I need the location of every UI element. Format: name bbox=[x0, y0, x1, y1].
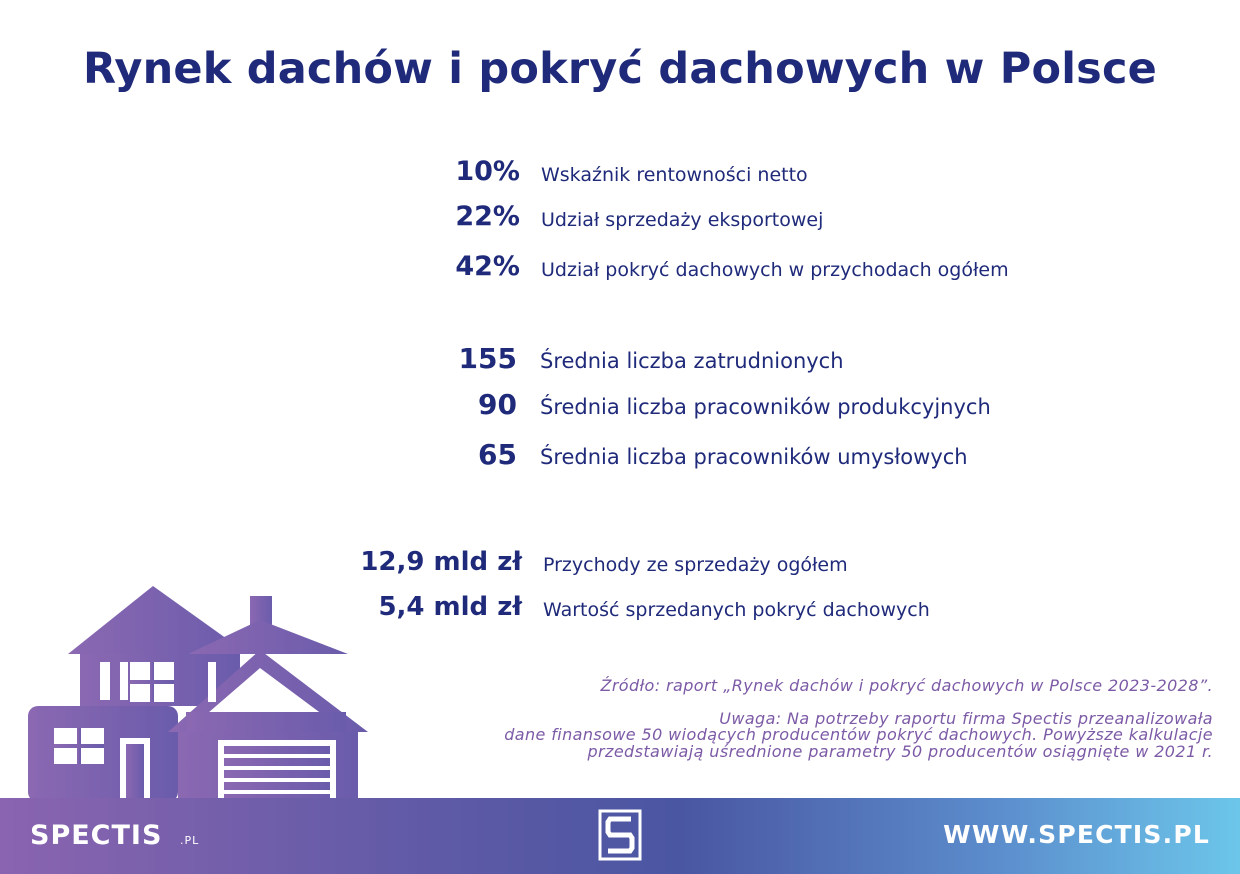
stat-row bbox=[0, 342, 1240, 382]
stat-value: 12,9 mld zł bbox=[360, 547, 522, 577]
methodology-note-line: Uwaga: Na potrzeby raportu firma Spectis przeanalizowała bbox=[719, 709, 1213, 728]
stat-value: 155 bbox=[458, 342, 517, 375]
stat-value: 42% bbox=[455, 251, 520, 282]
stat-row bbox=[0, 438, 1240, 478]
house-illustration bbox=[28, 582, 373, 802]
stat-label: Udział sprzedaży eksportowej bbox=[541, 209, 824, 231]
footer-bar bbox=[0, 798, 1240, 874]
page-title: Rynek dachów i pokryć dachowych w Polsce bbox=[82, 44, 1157, 94]
stat-value: 90 bbox=[478, 388, 517, 421]
stat-value: 5,4 mld zł bbox=[378, 592, 522, 622]
stat-label: Średnia liczba pracowników produkcyjnych bbox=[540, 395, 991, 419]
stat-row bbox=[0, 200, 1240, 240]
stat-row bbox=[0, 545, 1240, 585]
source-note: Źródło: raport „Rynek dachów i pokryć dachowych w Polsce 2023-2028”. bbox=[600, 676, 1213, 695]
stat-value: 10% bbox=[455, 156, 520, 187]
stat-label: Średnia liczba zatrudnionych bbox=[540, 349, 844, 373]
stat-label: Udział pokryć dachowych w przychodach ogółem bbox=[541, 259, 1009, 281]
stat-row bbox=[0, 155, 1240, 195]
website-link[interactable]: WWW.SPECTIS.PL bbox=[943, 820, 1210, 849]
stat-label: Wartość sprzedanych pokryć dachowych bbox=[543, 599, 930, 621]
methodology-note-line: dane finansowe 50 wiodących producentów pokryć dachowych. Powyższe kalkulacje bbox=[504, 725, 1213, 744]
brand-logo-text: SPECTIS bbox=[30, 820, 163, 851]
stat-label: Przychody ze sprzedaży ogółem bbox=[543, 554, 848, 576]
stat-value: 65 bbox=[478, 438, 517, 471]
stat-label: Wskaźnik rentowności netto bbox=[541, 164, 808, 186]
brand-suffix: .PL bbox=[180, 834, 200, 847]
spectis-logo-icon bbox=[597, 808, 643, 862]
stat-row bbox=[0, 388, 1240, 428]
stat-row bbox=[0, 250, 1240, 290]
methodology-note-line: przedstawiają uśrednione parametry 50 producentów osiągnięte w 2021 r. bbox=[587, 742, 1213, 761]
stat-value: 22% bbox=[455, 201, 520, 232]
stat-label: Średnia liczba pracowników umysłowych bbox=[540, 445, 968, 469]
